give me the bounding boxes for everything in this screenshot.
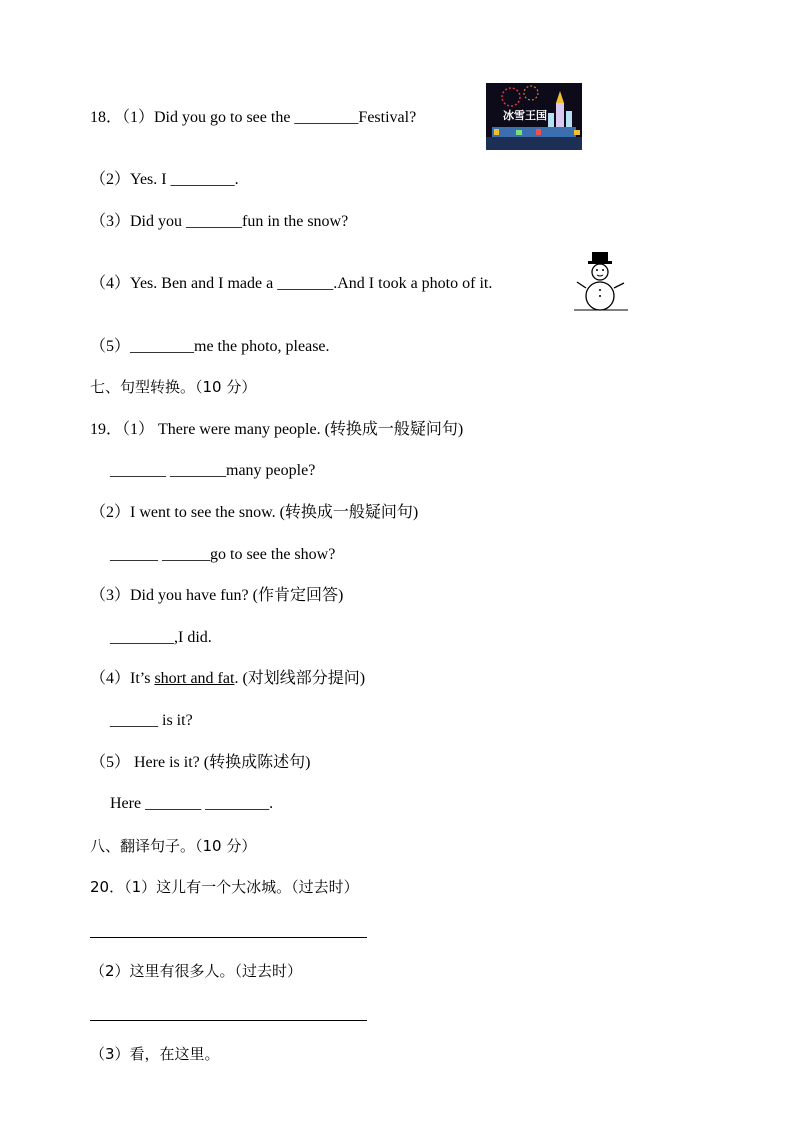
section-7-title: 七、句型转换。（10 分） [90,378,257,396]
q20-line-2: （2）这里有很多人。（过去时） [90,962,303,980]
q19-line-3: （3）Did you have fun? (作肯定回答) [90,587,344,604]
q18-line-1: 18．（1）Did you go to see the ________Festival? [90,109,417,126]
q18-line-2: （2）Yes. I ________. [90,171,239,188]
q19-line-4-prefix: （4）It’s [90,670,155,687]
q18-line-3: （3）Did you _______fun in the snow? [90,213,349,230]
q19-answer-3: ________,I did. [110,629,212,646]
q19-answer-5: Here _______ ________. [110,795,274,812]
q19-line-2: （2）I went to see the snow. (转换成一般疑问句) [90,504,419,521]
image-caption: 冰雪王国 [503,109,547,122]
q20-line-3: （3）看，在这里。 [90,1045,220,1063]
q20-answer-line-1 [90,937,367,938]
q19-underlined-phrase: short and fat [154,670,235,687]
q19-line-5: （5） Here is it? (转换成陈述句) [90,754,311,771]
q19-line-1: 19．（1） There were many people. (转换成一般疑问句) [90,421,464,438]
q19-answer-4: ______ is it? [110,712,193,729]
q19-answer-1: _______ _______many people? [110,462,316,479]
q18-line-4: （4）Yes. Ben and I made a _______.And I took a photo of it. [90,275,493,292]
q19-answer-2: ______ ______go to see the show? [110,546,336,563]
q18-line-5: （5）________me the photo, please. [90,338,330,355]
q20-answer-line-2 [90,1020,367,1021]
snowman-picture [572,250,630,312]
q19-line-4-suffix: . (对划线部分提问) [234,670,366,687]
section-8-title: 八、翻译句子。（10 分） [90,837,257,855]
q20-line-1: 20．（1）这儿有一个大冰城。（过去时） [90,878,359,896]
q19-line-4 [90,669,365,689]
ice-festival-photo [486,83,582,150]
snowman-icon [572,250,630,312]
